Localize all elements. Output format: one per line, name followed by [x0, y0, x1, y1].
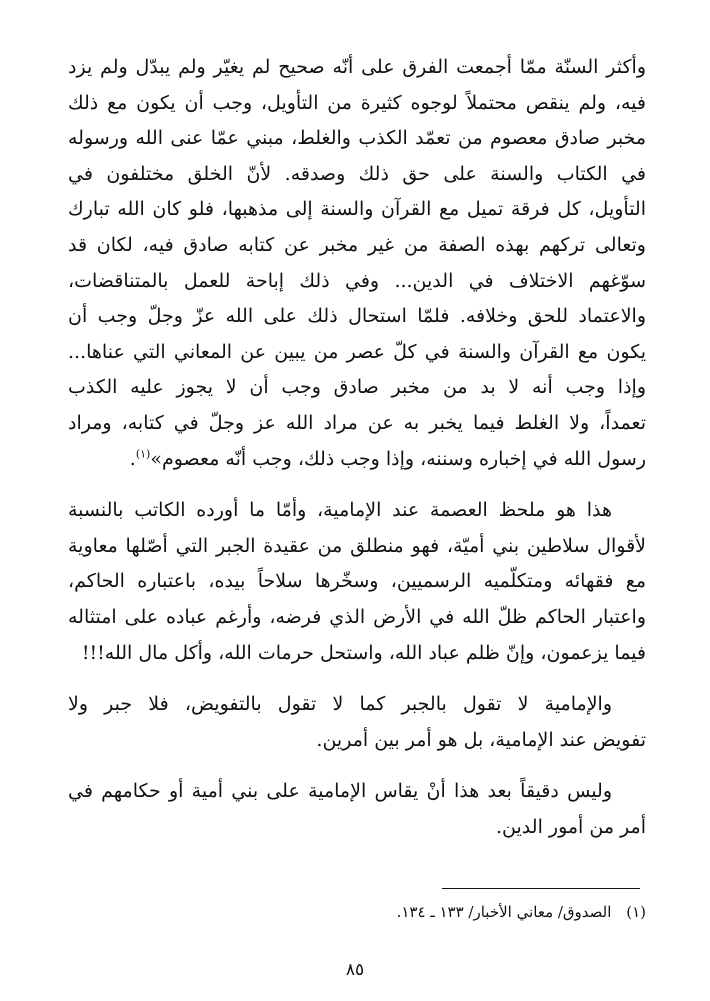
paragraph-4	[68, 774, 646, 845]
footnote-divider	[442, 888, 640, 889]
text-line: أمر من أمور الدين.	[496, 815, 646, 838]
text-line: والإمامية لا تقول بالجبر كما لا تقول بالتفويض، فلا جبر ولا	[68, 693, 612, 716]
text-line: في الكتاب والسنة على حق ذلك وصدقه. لأنّ الخلق مختلفون في	[68, 162, 646, 185]
text-line: وأكثر السنّة ممّا أجمعت الفرق على أنّه صحيح لم يغيّر ولم يبدّل ولم يزد	[68, 56, 646, 78]
text-line	[68, 442, 646, 478]
footnote	[346, 900, 646, 924]
text-line: تعمداً، ولا الغلط فيما يخبر به عن مراد الله عز وجلّ في كتابه، ومراد	[68, 411, 646, 434]
text-line: يكون مع القرآن والسنة في كلّ عصر من يبين عن المعاني التي عناها...	[68, 340, 646, 363]
text-line: وتعالى تركهم بهذه الصفة من غير مخبر عن كتابه صادق فيه، لكان قد	[68, 233, 646, 256]
text-line: تفويض عند الإمامية، بل هو أمر بين أمرين.	[316, 728, 646, 751]
text-line: لأقوال سلاطين بني أميّة، فهو منطلق من عقيدة الجبر التي أصّلها معاوية	[68, 534, 646, 557]
text-line: وإذا وجب أنه لا بد من مخبر صادق وجب أن لا يجوز عليه الكذب	[68, 376, 646, 399]
footnote-number: (١)	[626, 903, 646, 921]
trailing-period: .	[129, 447, 136, 470]
paragraph-1	[68, 50, 646, 477]
text-line: مع فقهائه ومتكلّميه الرسميين، وسخّرها سلاحاً بيده، باعتباره الحاكم،	[68, 570, 646, 593]
text-line: مخبر صادق معصوم من تعمّد الكذب والغلط، مبني عمّا عنى الله ورسوله	[68, 127, 646, 150]
text-line: فيه، ولم ينقص محتملاً لوجوه كثيرة من التأويل، وجب أن يكون مع ذلك	[68, 91, 646, 114]
text-line: هذا هو ملحظ العصمة عند الإمامية، وأمّا ما أورده الكاتب بالنسبة	[68, 499, 612, 522]
paragraph-3	[68, 687, 646, 758]
text-line: وليس دقيقاً بعد هذا أنْ يقاس الإمامية على بني أمية أو حكامهم في	[68, 780, 612, 803]
text-line: فيما يزعمون، وإنّ ظلم عباد الله، واستحل حرمات الله، وأكل مال الله!!!	[81, 641, 646, 664]
paragraph-2	[68, 493, 646, 671]
page-body	[68, 50, 646, 845]
footnote-text: الصدوق/ معاني الأخبار/ ١٣٣ ـ ١٣٤.	[396, 903, 612, 921]
text-line: والاعتماد للحق وخلافه. فلمّا استحال ذلك على الله عزّ وجلّ وجب أن	[68, 305, 646, 328]
footnote-marker: (١)	[135, 447, 151, 461]
text-line: التأويل، كل فرقة تميل مع القرآن والسنة إلى مذهبها، فلو كان الله تبارك	[68, 198, 646, 221]
page-number: ٨٥	[345, 960, 365, 980]
text-line-content: رسول الله في إخباره وسننه، وإذا وجب ذلك، وجب أنّه معصوم»	[150, 447, 646, 470]
text-line: واعتبار الحاكم ظلّ الله في الأرض الذي فرضه، وأرغم عباده على امتثاله	[68, 605, 646, 628]
text-line: سوّغهم الاختلاف في الدين... وفي ذلك إباحة للعمل بالمتناقضات،	[68, 269, 646, 292]
